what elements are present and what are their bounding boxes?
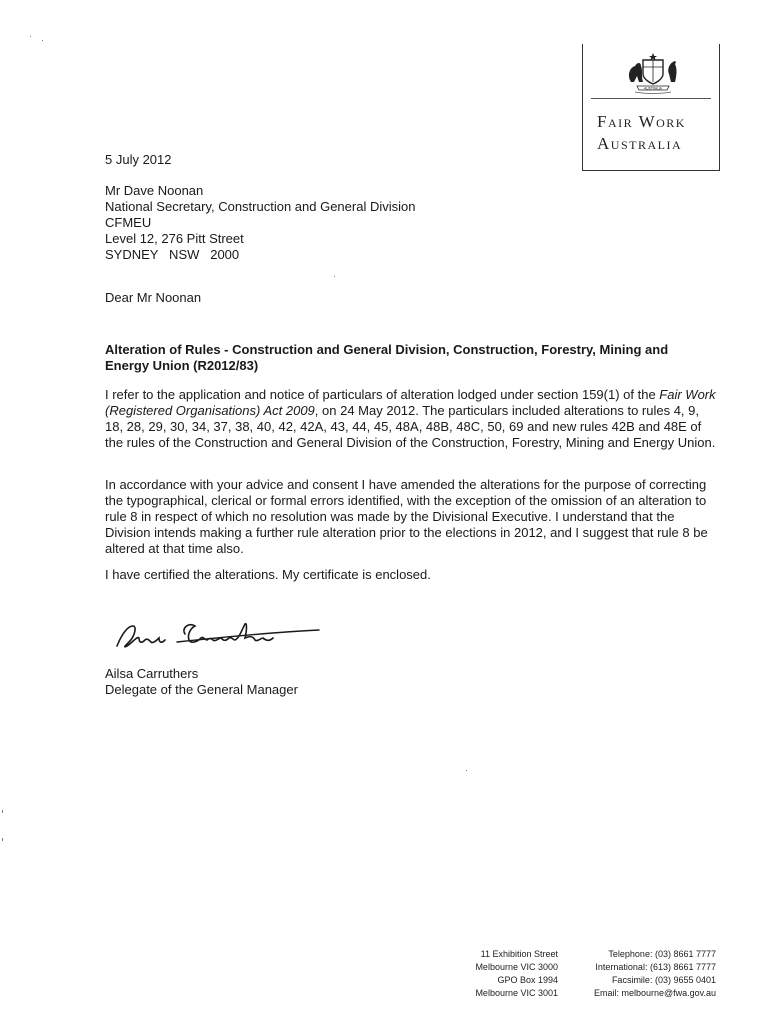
signer-name: Ailsa Carruthers xyxy=(105,666,199,681)
handwritten-signature xyxy=(115,612,325,656)
act-name: Fair Work (Registered Organisations) Act 2009 xyxy=(105,387,716,418)
recipient-name: Mr Dave Noonan xyxy=(105,183,204,198)
paragraph-1-part-2: , on 24 May 2012. The particulars included alterations to rules 4, 9, 18, 28, 29, 30, 34, 37, 38, 40, 42, 42A, 43, 44, 45, 48A, 48B, 48C, 50, 69 and new rules 42B and 48E of the rules of the Construction and General Division of the Construction, Forestry, Mining and Energy Union. xyxy=(105,403,716,450)
svg-text:AUSTRALIA: AUSTRALIA xyxy=(644,86,662,91)
footer-address-line: Melbourne VIC 3000 xyxy=(475,962,558,972)
paragraph-1-part-1: I refer to the application and notice of particulars of alteration lodged under section 159(1) of the xyxy=(105,387,660,402)
footer-email: Email: melbourne@fwa.gov.au xyxy=(593,988,716,998)
subject-heading: Alteration of Rules - Construction and General Division, Construction, Forestry, Mining and Energy Union (R2012/83) xyxy=(105,342,669,373)
body-paragraph-2: In accordance with your advice and consent I have amended the alterations for the purpose of correcting the typographical, clerical or formal errors identified, with the exception of the omission of an alteration to rule 8 in respect of which no resolution was made by the Divisional Executive. I understand that the Division intends making a further rule alteration prior to the elections in 2012, and I suggest that rule 8 be altered at that time also. xyxy=(105,477,708,556)
scan-speck xyxy=(466,770,467,771)
fair-work-australia-logo xyxy=(582,44,720,171)
signer-block xyxy=(105,666,298,698)
footer-international: International: (613) 8661 7777 xyxy=(595,962,716,972)
coat-of-arms-icon xyxy=(621,52,685,96)
recipient-city: SYDNEY NSW 2000 xyxy=(105,247,240,262)
scan-speck xyxy=(30,36,31,37)
scan-speck xyxy=(2,838,3,841)
footer-address-line: Melbourne VIC 3001 xyxy=(475,988,558,998)
footer-address-line: 11 Exhibition Street xyxy=(480,949,558,959)
body-paragraph-1 xyxy=(105,387,717,451)
recipient-org: CFMEU xyxy=(105,215,152,230)
recipient-title: National Secretary, Construction and General Division xyxy=(105,199,416,214)
body-paragraph-3: I have certified the alterations. My certificate is enclosed. xyxy=(105,567,431,582)
logo-text-line2: Australia xyxy=(597,134,683,153)
scan-speck xyxy=(334,276,335,277)
letter-date: 5 July 2012 xyxy=(105,152,172,167)
footer-contact xyxy=(566,948,716,1000)
footer-facsimile: Facsimile: (03) 9655 0401 xyxy=(611,975,716,985)
footer-address xyxy=(460,948,558,1000)
recipient-address xyxy=(105,183,415,263)
logo-divider xyxy=(591,98,711,99)
recipient-street: Level 12, 276 Pitt Street xyxy=(105,231,244,246)
scan-speck xyxy=(42,40,43,41)
footer-address-line: GPO Box 1994 xyxy=(497,975,558,985)
signer-title: Delegate of the General Manager xyxy=(105,682,298,697)
footer-telephone: Telephone: (03) 8661 7777 xyxy=(608,949,716,959)
logo-text-line1: Fair Work xyxy=(597,112,686,131)
scan-speck xyxy=(2,810,3,813)
salutation: Dear Mr Noonan xyxy=(105,290,202,305)
